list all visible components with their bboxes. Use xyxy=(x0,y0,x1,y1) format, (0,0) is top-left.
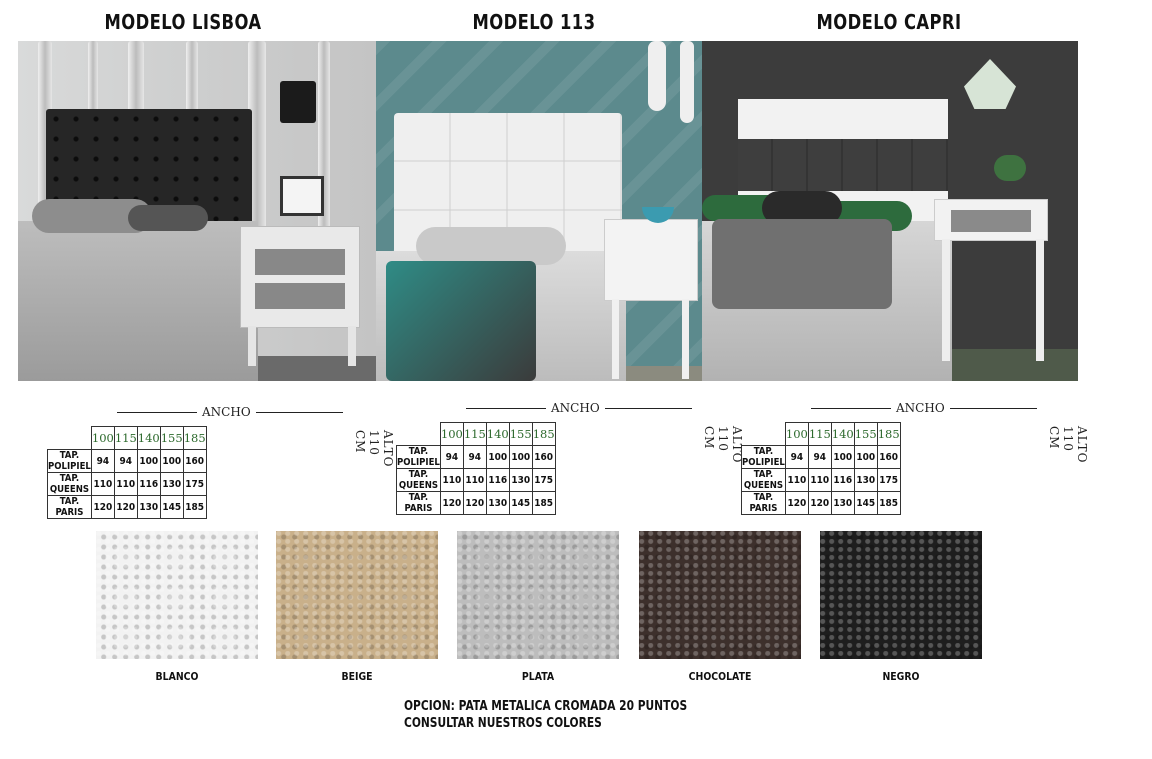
table-cell: 120 xyxy=(463,492,486,515)
table-cell: 100 xyxy=(137,450,160,473)
row-label: TAP. QUEENS xyxy=(48,473,92,496)
swatch-beige xyxy=(276,531,438,659)
model-title-capri: MODELO CAPRI xyxy=(816,10,962,34)
table-cell: 130 xyxy=(137,496,160,519)
table-cell: 130 xyxy=(160,473,183,496)
model-title-lisboa: MODELO LISBOA xyxy=(104,10,262,34)
width-header: 100 xyxy=(91,427,114,450)
table-cell: 130 xyxy=(854,469,877,492)
table-row xyxy=(48,450,207,473)
row-label: TAP. PARIS xyxy=(48,496,92,519)
photo-modelo-lisboa xyxy=(18,41,376,381)
swatch-blanco xyxy=(96,531,258,659)
table-cell: 94 xyxy=(114,450,137,473)
table-cell: 100 xyxy=(486,446,509,469)
row-label: TAP. QUEENS xyxy=(397,469,441,492)
note-colors: CONSULTAR NUESTROS COLORES xyxy=(404,716,602,731)
row-label: TAP. POLIPIEL xyxy=(48,450,91,472)
width-header: 140 xyxy=(831,423,854,446)
table-cell: 110 xyxy=(463,469,486,492)
row-label: TAP. POLIPIEL xyxy=(742,446,785,468)
dimensions-table xyxy=(741,422,901,515)
table-cell: 185 xyxy=(877,492,900,515)
plant-icon xyxy=(994,155,1026,181)
table-cell: 110 xyxy=(91,473,114,496)
nightstand xyxy=(604,219,698,301)
table-cell: 175 xyxy=(532,469,555,492)
table-cell: 94 xyxy=(440,446,463,469)
width-header: 115 xyxy=(114,427,137,450)
row-label: TAP. POLIPIEL xyxy=(397,446,440,468)
width-header: 185 xyxy=(183,427,206,450)
table-cell: 160 xyxy=(183,450,206,473)
swatch-plata xyxy=(457,531,619,659)
table-cell: 160 xyxy=(532,446,555,469)
table-cell: 116 xyxy=(486,469,509,492)
alto-label: ALTO 110 CM xyxy=(353,430,395,468)
table-row xyxy=(397,492,556,515)
nightstand xyxy=(934,199,1048,241)
width-header: 155 xyxy=(509,423,532,446)
table-cell: 110 xyxy=(785,469,808,492)
table-cell: 130 xyxy=(509,469,532,492)
photo-modelo-capri xyxy=(702,41,1078,381)
width-header: 140 xyxy=(486,423,509,446)
photo-frame-icon xyxy=(280,176,324,216)
width-header: 115 xyxy=(463,423,486,446)
swatch-label-negro: NEGRO xyxy=(882,670,920,683)
table-cell: 130 xyxy=(486,492,509,515)
pendant-lamp-icon xyxy=(680,41,694,123)
pendant-lamp-icon xyxy=(964,59,1016,109)
table-cell: 160 xyxy=(877,446,900,469)
swatch-label-plata: PLATA xyxy=(521,670,555,683)
table-cell: 110 xyxy=(808,469,831,492)
swatch-label-beige: BEIGE xyxy=(341,670,373,683)
swatch-chocolate xyxy=(639,531,801,659)
table-row xyxy=(48,473,207,496)
table-cell: 120 xyxy=(785,492,808,515)
swatch-label-blanco: BLANCO xyxy=(155,670,199,683)
table-cell: 120 xyxy=(91,496,114,519)
model-title-113: MODELO 113 xyxy=(472,10,596,34)
table-row xyxy=(397,469,556,492)
table-cell: 130 xyxy=(831,492,854,515)
width-header: 115 xyxy=(808,423,831,446)
width-header: 155 xyxy=(854,423,877,446)
pendant-lamp-icon xyxy=(648,41,666,111)
notes xyxy=(404,698,687,732)
width-header: 185 xyxy=(532,423,555,446)
table-cell: 100 xyxy=(854,446,877,469)
table-cell: 145 xyxy=(160,496,183,519)
width-header: 100 xyxy=(440,423,463,446)
table-cell: 120 xyxy=(114,496,137,519)
width-header: 100 xyxy=(785,423,808,446)
table-row xyxy=(742,446,901,469)
photo-modelo-113 xyxy=(376,41,702,381)
table-cell: 120 xyxy=(808,492,831,515)
table-cell: 94 xyxy=(463,446,486,469)
table-cell: 110 xyxy=(114,473,137,496)
row-label: TAP. PARIS xyxy=(742,492,786,515)
table-cell: 100 xyxy=(831,446,854,469)
ancho-label: ANCHO xyxy=(546,401,605,415)
table-cell: 145 xyxy=(854,492,877,515)
width-header: 185 xyxy=(877,423,900,446)
table-cell: 116 xyxy=(137,473,160,496)
table-cell: 110 xyxy=(440,469,463,492)
width-header: 140 xyxy=(137,427,160,450)
dimensions-table xyxy=(47,426,207,519)
table-cell: 94 xyxy=(91,450,114,473)
alto-label: ALTO 110 CM xyxy=(702,426,744,464)
alto-label: ALTO 110 CM xyxy=(1047,426,1089,464)
table-cell: 94 xyxy=(785,446,808,469)
table-row xyxy=(48,496,207,519)
table-cell: 175 xyxy=(183,473,206,496)
table-row xyxy=(742,469,901,492)
table-cell: 145 xyxy=(509,492,532,515)
table-row xyxy=(397,446,556,469)
table-cell: 185 xyxy=(183,496,206,519)
dimensions-table xyxy=(396,422,556,515)
table-cell: 116 xyxy=(831,469,854,492)
pendant-lamp-icon xyxy=(280,81,316,123)
table-cell: 100 xyxy=(509,446,532,469)
note-option: OPCION: PATA METALICA CROMADA 20 PUNTOS xyxy=(404,699,688,714)
ancho-label: ANCHO xyxy=(197,405,256,419)
nightstand xyxy=(240,226,360,328)
table-cell: 120 xyxy=(440,492,463,515)
table-cell: 94 xyxy=(808,446,831,469)
table-cell: 100 xyxy=(160,450,183,473)
swatch-label-chocolate: CHOCOLATE xyxy=(688,670,752,683)
width-header: 155 xyxy=(160,427,183,450)
row-label: TAP. QUEENS xyxy=(742,469,786,492)
ancho-label: ANCHO xyxy=(891,401,950,415)
swatch-negro xyxy=(820,531,982,659)
table-row xyxy=(742,492,901,515)
row-label: TAP. PARIS xyxy=(397,492,441,515)
table-cell: 185 xyxy=(532,492,555,515)
table-cell: 175 xyxy=(877,469,900,492)
